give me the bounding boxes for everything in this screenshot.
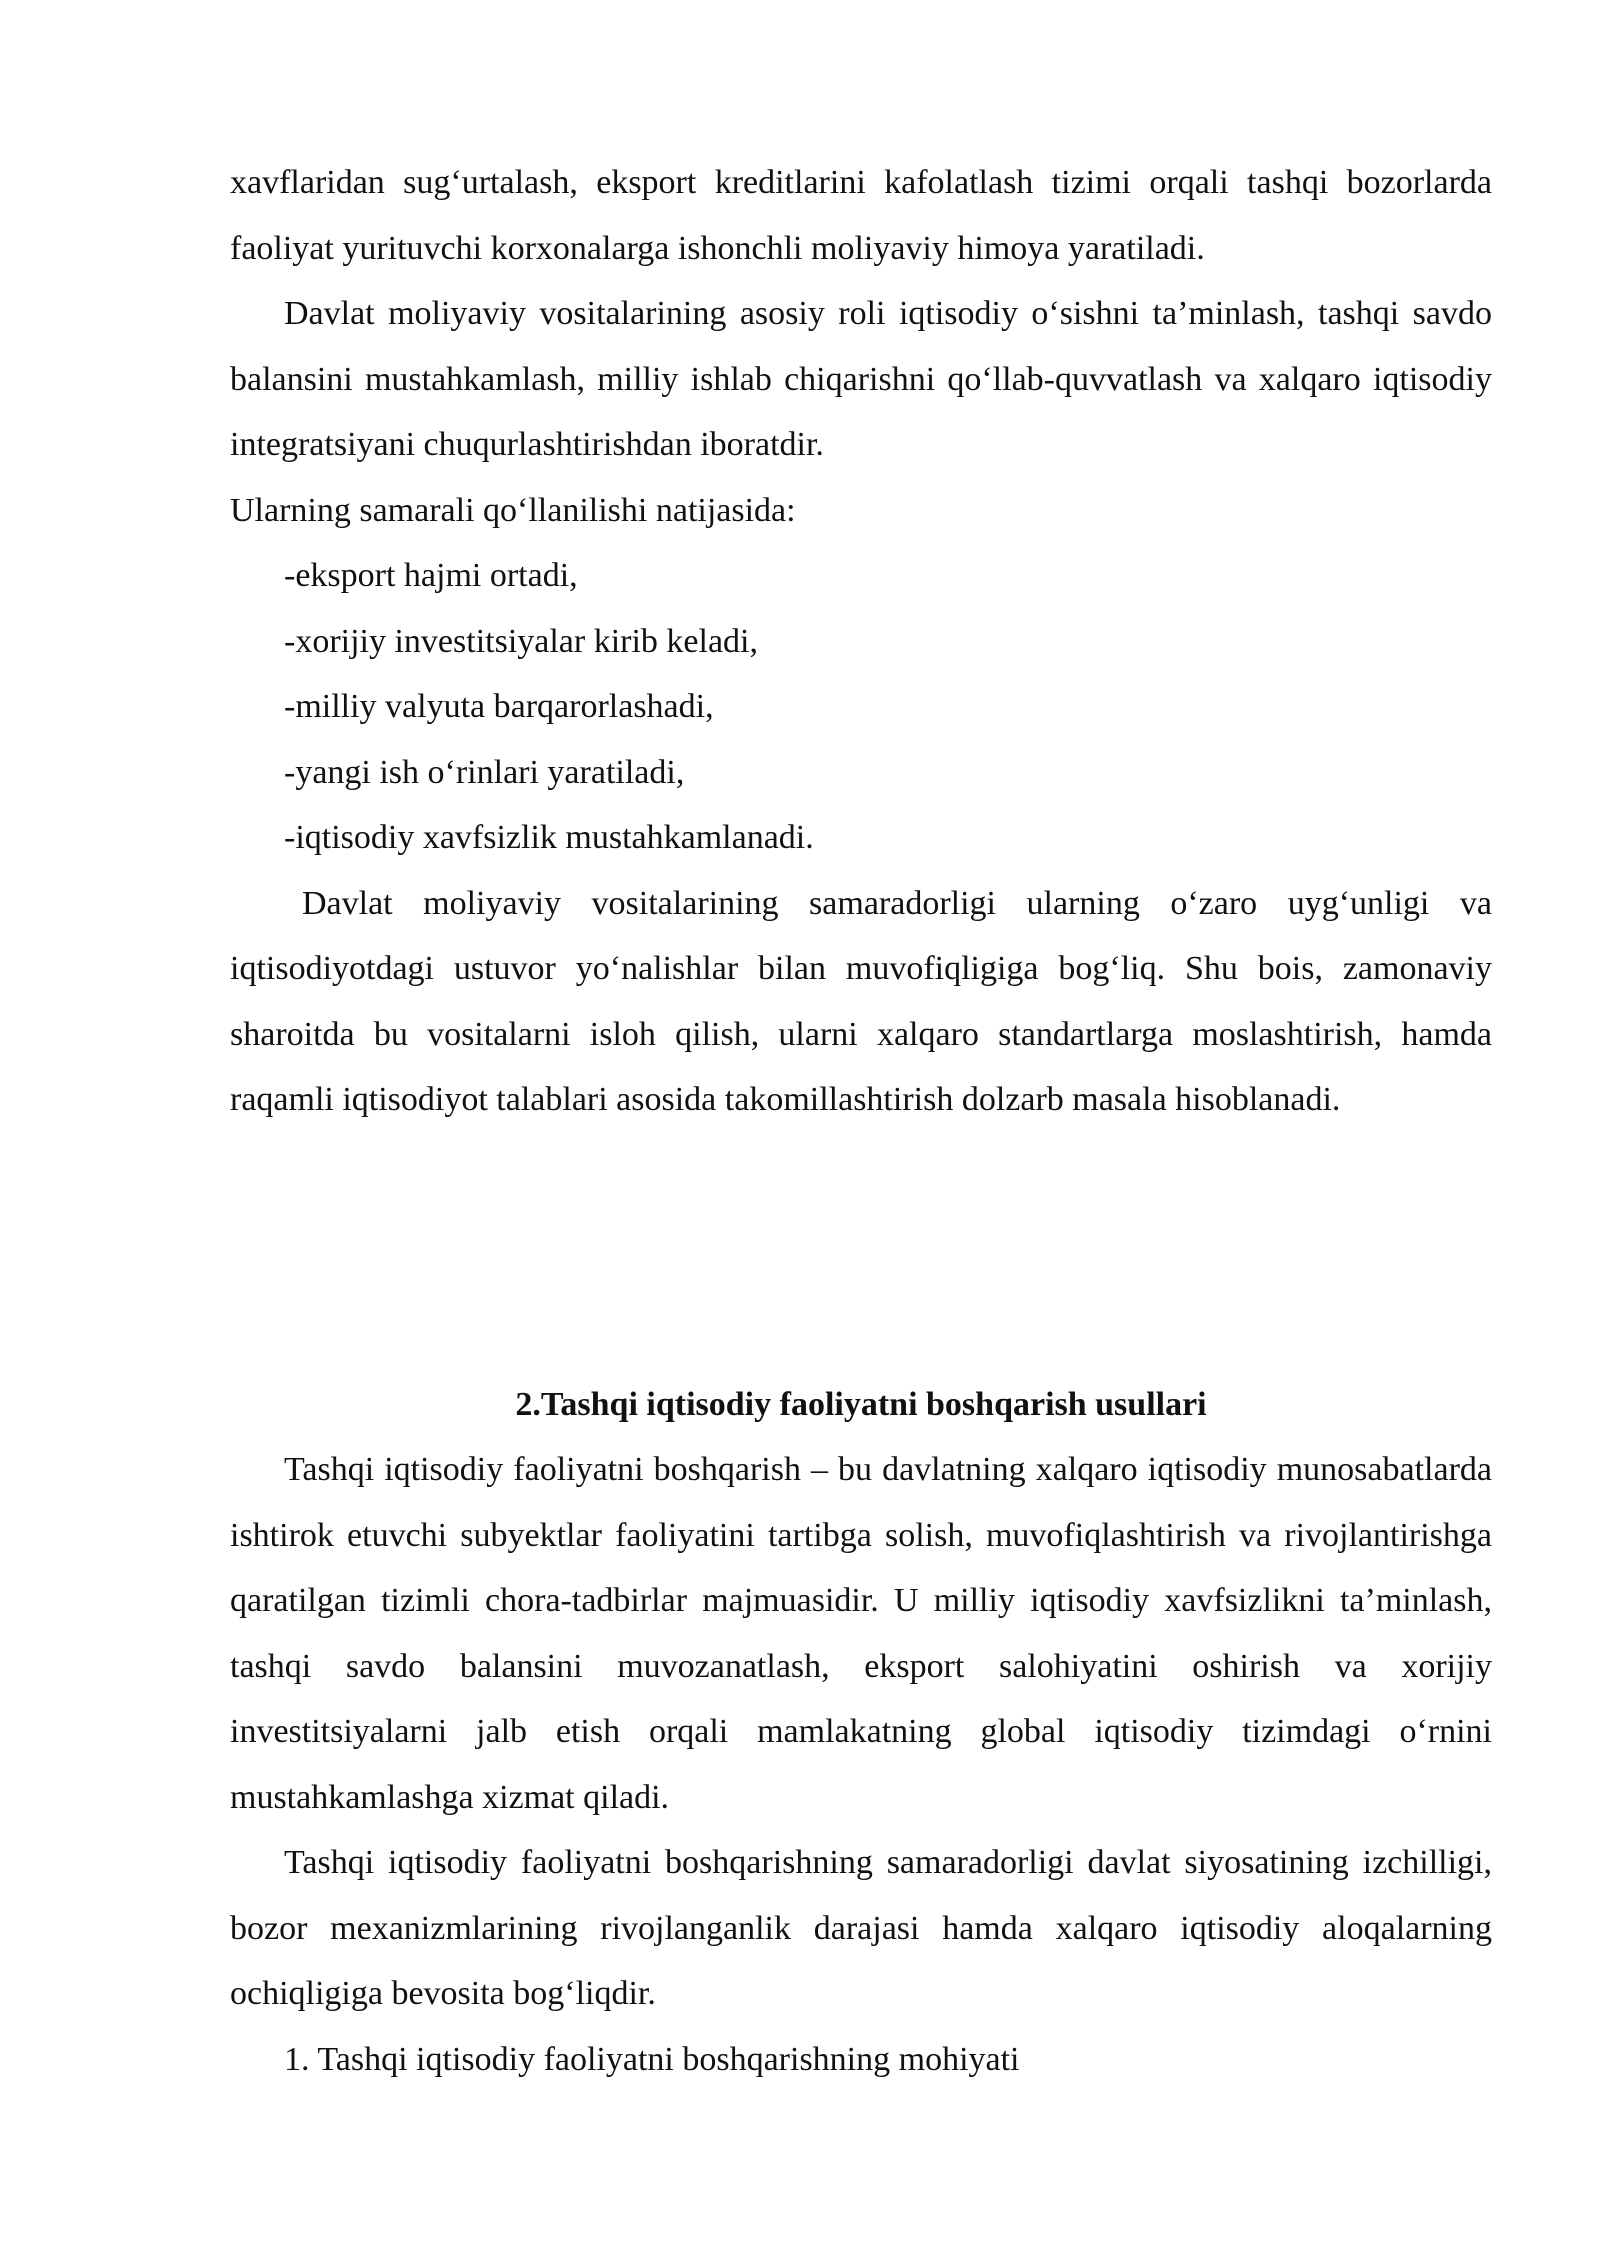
list-item: -xorijiy investitsiyalar kirib keladi,	[284, 622, 759, 660]
section-heading: 2.Tashqi iqtisodiy faoliyatni boshqarish usullari	[515, 1386, 1207, 1423]
list-item: -milliy valyuta barqarorlashadi,	[284, 688, 714, 725]
list-item: -eksport hajmi ortadi,	[284, 557, 578, 594]
section-2	[230, 1437, 1492, 2092]
intro-section	[230, 150, 1492, 1133]
intro-paragraph-3: Ularning samarali qo‘llanilishi natijasida:	[230, 491, 796, 529]
intro-paragraph-2: Davlat moliyaviy vositalarining asosiy roli iqtisodiy o‘sishni ta’minlash, tashqi savdo balansini mustahkamlash, milliy ishlab chiqarishni qo‘llab-quvvatlash va xalqaro iqtisodiy integratsiyani chuqurlashtirishdan iboratdir.	[230, 295, 1492, 463]
subsection-title: 1. Tashqi iqtisodiy faoliyatni boshqarishning mohiyati	[284, 2040, 1020, 2078]
section-paragraph-1: Tashqi iqtisodiy faoliyatni boshqarish – bu davlatning xalqaro iqtisodiy munosabatlarda ishtirok etuvchi subyektlar faoliyatini tartibga solish, muvofiqlashtirish va rivojlantirishga qaratilgan tizimli chora-tadbirlar majmuasidir. U milliy iqtisodiy xavfsizlikni ta’minlash, tashqi savdo balansini muvozanatlash, eksport salohiyatini oshirish va xorijiy investitsiyalarni jalb etish orqali mamlakatning global iqtisodiy tizimdagi o‘rnini mustahkamlashga xizmat qiladi.	[230, 1451, 1492, 1816]
section-paragraph-2: Tashqi iqtisodiy faoliyatni boshqarishning samaradorligi davlat siyosatining izchilligi, bozor mexanizmlarining rivojlanganlik darajasi hamda xalqaro iqtisodiy aloqalarning ochiqligiga bevosita bog‘liqdir.	[230, 1844, 1492, 2012]
intro-paragraph-4: Davlat moliyaviy vositalarining samaradorligi ularning o‘zaro uyg‘unligi va iqtisodiyotdagi ustuvor yo‘nalishlar bilan muvofiqligiga bog‘liq. Shu bois, zamonaviy sharoitda bu vositalarni isloh qilish, ularni xalqaro standartlarga moslashtirish, hamda raqamli iqtisodiyot talablari asosida takomillashtirish dolzarb masala hisoblanadi.	[230, 884, 1492, 1118]
list-item: -iqtisodiy xavfsizlik mustahkamlanadi.	[284, 819, 814, 856]
list-item: -yangi ish o‘rinlari yaratiladi,	[284, 753, 685, 791]
intro-paragraph-1: xavflaridan sug‘urtalash, eksport kreditlarini kafolatlash tizimi orqali tashqi bozorlarda faoliyat yurituvchi korxonalarga ishonchli moliyaviy himoya yaratiladi.	[230, 164, 1492, 267]
